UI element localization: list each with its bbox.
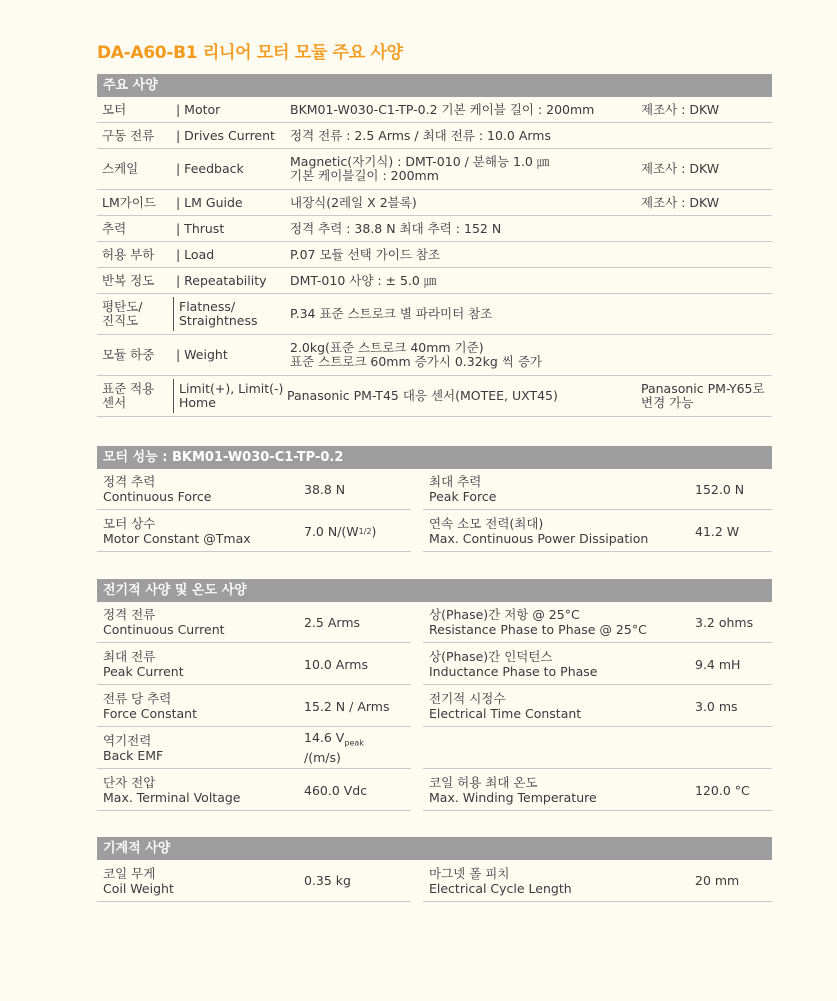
spec-note: 제조사 : DKW bbox=[641, 161, 720, 176]
perf-label bbox=[103, 469, 211, 509]
elec-value: 2.5 Arms bbox=[304, 614, 361, 630]
perf-cell-motor-constant bbox=[97, 511, 411, 552]
perf-label bbox=[429, 511, 648, 551]
spec-ko bbox=[102, 376, 172, 416]
spec-note bbox=[641, 216, 772, 241]
elec-cell-empty bbox=[423, 728, 772, 769]
elec-label-ko: 전기적 시정수 bbox=[429, 691, 506, 706]
spec-value-line2: 기본 케이블길이 : 200mm bbox=[290, 168, 439, 183]
perf-cell-peak-force bbox=[423, 469, 772, 510]
spec-value: 내장식(2레일 X 2블록) bbox=[290, 194, 417, 210]
elec-value bbox=[304, 728, 364, 768]
spec-value: DMT-010 사양 : ± 5.0 ㎛ bbox=[290, 272, 437, 288]
spec-value bbox=[290, 335, 635, 375]
elec-label-en: Resistance Phase to Phase @ 25°C bbox=[429, 622, 647, 637]
spec-row-drives-current bbox=[97, 123, 772, 149]
spec-en-line1: Limit(+), Limit(-) bbox=[179, 381, 284, 396]
main-spec-header: 주요 사양 bbox=[97, 74, 772, 97]
elec-cell-force-constant bbox=[97, 686, 411, 727]
spec-en: | Motor bbox=[176, 101, 221, 117]
elec-label bbox=[103, 686, 197, 726]
elec-label bbox=[429, 686, 581, 726]
spec-en: | Thrust bbox=[176, 220, 225, 236]
mech-label-ko: 마그넷 폴 피치 bbox=[429, 865, 510, 881]
elec-label bbox=[103, 770, 240, 810]
spec-ko: 허용 부하 bbox=[102, 246, 155, 262]
elec-label-en: Peak Current bbox=[103, 664, 184, 679]
spec-note bbox=[641, 268, 772, 293]
spec-en-line1: Flatness/ bbox=[179, 299, 236, 314]
elec-label-en: Back EMF bbox=[103, 748, 164, 763]
elec-label-ko: 역기전력 bbox=[103, 733, 152, 748]
elec-cell-peak-current bbox=[97, 644, 411, 685]
spec-value: BKM01-W030-C1-TP-0.2 기본 케이블 길이 : 200mm bbox=[290, 101, 595, 117]
perf-value bbox=[304, 511, 376, 551]
spec-ko-line1: 표준 적용 bbox=[102, 381, 155, 396]
elec-value-line2: /(m/s) bbox=[304, 749, 341, 765]
elec-cell-continuous-current bbox=[97, 602, 411, 643]
perf-label-en: Continuous Force bbox=[103, 489, 212, 504]
elec-value: 460.0 Vdc bbox=[304, 782, 368, 798]
elec-label-ko: 상(Phase)간 인덕턴스 bbox=[429, 649, 553, 664]
mech-cell-cycle-length bbox=[423, 860, 772, 902]
emf-value: 14.6 V bbox=[304, 730, 345, 746]
spec-value bbox=[290, 149, 635, 189]
spec-value: 정격 추력 : 38.8 N 최대 추력 : 152 N bbox=[290, 220, 502, 236]
spec-ko: 반복 정도 bbox=[102, 272, 155, 288]
spec-ko bbox=[102, 294, 172, 334]
spec-note bbox=[641, 335, 772, 375]
spec-en: | Repeatability bbox=[176, 272, 267, 288]
perf-cell-continuous-force bbox=[97, 469, 411, 510]
perf-label-ko: 모터 상수 bbox=[103, 516, 156, 531]
elec-cell-inductance bbox=[423, 644, 772, 685]
elec-cell-terminal-voltage bbox=[97, 770, 411, 811]
mechanical-header: 기계적 사양 bbox=[97, 837, 772, 860]
perf-label-ko: 연속 소모 전력(최대) bbox=[429, 516, 544, 531]
elec-label-ko: 단자 전압 bbox=[103, 775, 156, 790]
elec-value-line1 bbox=[304, 731, 364, 751]
spec-note: 제조사 : DKW bbox=[641, 101, 720, 117]
perf-value-sup: 1/2 bbox=[358, 526, 372, 536]
mech-label-en: Coil Weight bbox=[103, 880, 174, 896]
spec-en: | Feedback bbox=[176, 161, 244, 176]
spec-row-feedback bbox=[97, 149, 772, 190]
spec-en: | LM Guide bbox=[176, 194, 243, 210]
spec-value: P.07 모듈 선택 가이드 참조 bbox=[290, 246, 441, 262]
spec-row-motor bbox=[97, 97, 772, 123]
elec-label-ko: 상(Phase)간 저항 @ 25°C bbox=[429, 607, 580, 622]
spec-row-load bbox=[97, 242, 772, 268]
elec-label-en: Inductance Phase to Phase bbox=[429, 664, 598, 679]
perf-value: 38.8 N bbox=[304, 481, 346, 497]
spec-ko: 추력 bbox=[102, 220, 127, 236]
elec-label-ko: 최대 전류 bbox=[103, 649, 156, 664]
spec-value-line1: 2.0kg(표준 스트로크 40mm 기준) bbox=[290, 340, 484, 355]
perf-value: 152.0 N bbox=[695, 481, 745, 497]
elec-label bbox=[429, 602, 647, 642]
spec-note bbox=[641, 242, 772, 267]
spec-value-line1: Magnetic(자기식) : DMT-010 / 분해능 1.0 ㎛ bbox=[290, 154, 550, 169]
spec-en bbox=[173, 297, 289, 331]
elec-value: 120.0 °C bbox=[695, 782, 750, 798]
spec-ko-line2: 센서 bbox=[102, 395, 127, 410]
spec-note bbox=[641, 123, 772, 148]
elec-label bbox=[429, 770, 597, 810]
elec-label-ko: 정격 전류 bbox=[103, 607, 156, 622]
perf-label-ko: 정격 추력 bbox=[103, 474, 156, 489]
spec-note-line1: Panasonic PM-Y65로 bbox=[641, 381, 765, 396]
emf-sub: peak bbox=[344, 738, 364, 748]
elec-label-en: Max. Winding Temperature bbox=[429, 790, 597, 805]
motor-perf-header: 모터 성능 : BKM01-W030-C1-TP-0.2 bbox=[97, 446, 772, 469]
perf-value-main: 7.0 N/(W bbox=[304, 523, 359, 539]
perf-label-en: Motor Constant @Tmax bbox=[103, 531, 251, 546]
elec-label-ko: 코일 허용 최대 온도 bbox=[429, 775, 538, 790]
elec-value: 3.2 ohms bbox=[695, 614, 754, 630]
spec-row-repeatability bbox=[97, 268, 772, 294]
spec-value-line2: 표준 스트로크 60mm 증가시 0.32kg 씩 증가 bbox=[290, 354, 543, 369]
mech-label-en: Electrical Cycle Length bbox=[429, 880, 572, 896]
spec-row-flatness bbox=[97, 294, 772, 335]
elec-value: 15.2 N / Arms bbox=[304, 698, 390, 714]
spec-value: Panasonic PM-T45 대응 센서(MOTEE, UXT45) bbox=[287, 388, 558, 403]
spec-note: 제조사 : DKW bbox=[641, 194, 720, 210]
spec-ko-line1: 평탄도/ bbox=[102, 299, 143, 314]
mech-label-ko: 코일 무게 bbox=[103, 865, 156, 881]
mech-cell-coil-weight bbox=[97, 860, 411, 902]
elec-label bbox=[429, 644, 598, 684]
elec-label-en: Electrical Time Constant bbox=[429, 706, 582, 721]
elec-label-en: Continuous Current bbox=[103, 622, 225, 637]
spec-note bbox=[641, 376, 772, 416]
spec-row-sensor bbox=[97, 376, 772, 417]
elec-value: 10.0 Arms bbox=[304, 656, 368, 672]
spec-ko: 구동 전류 bbox=[102, 127, 155, 143]
spec-ko-line2: 진직도 bbox=[102, 313, 139, 328]
mech-value: 20 mm bbox=[695, 873, 740, 888]
spec-row-weight bbox=[97, 335, 772, 376]
perf-label bbox=[103, 511, 251, 551]
elec-cell-winding-temperature bbox=[423, 770, 772, 811]
spec-ko: LM가이드 bbox=[102, 194, 156, 210]
spec-ko: 모듈 하중 bbox=[102, 347, 155, 362]
page-title: DA-A60-B1 리니어 모터 모듈 주요 사양 bbox=[97, 43, 403, 63]
perf-value-tail: ) bbox=[371, 523, 377, 539]
perf-label-ko: 최대 추력 bbox=[429, 474, 482, 489]
elec-label bbox=[103, 644, 184, 684]
spec-value: P.34 표준 스트로크 별 파라미터 참조 bbox=[290, 306, 493, 321]
spec-ko: 모터 bbox=[102, 101, 127, 117]
perf-label-en: Max. Continuous Power Dissipation bbox=[429, 531, 649, 546]
perf-cell-power-dissipation bbox=[423, 511, 772, 552]
elec-label-en: Force Constant bbox=[103, 706, 197, 721]
elec-value: 9.4 mH bbox=[695, 656, 741, 672]
spec-row-lm-guide bbox=[97, 190, 772, 216]
mech-value: 0.35 kg bbox=[304, 873, 351, 888]
spec-en-line2: Straightness bbox=[179, 313, 258, 328]
spec-en-line2: Home bbox=[179, 395, 216, 410]
elec-cell-resistance bbox=[423, 602, 772, 643]
spec-value: 정격 전류 : 2.5 Arms / 최대 전류 : 10.0 Arms bbox=[290, 127, 551, 143]
elec-value: 3.0 ms bbox=[695, 698, 738, 714]
elec-label bbox=[103, 602, 225, 642]
elec-label-ko: 전류 당 추력 bbox=[103, 691, 172, 706]
perf-value: 41.2 W bbox=[695, 523, 740, 539]
mech-label bbox=[429, 860, 572, 901]
spec-note-line2: 변경 가능 bbox=[641, 395, 694, 410]
elec-label bbox=[103, 728, 163, 768]
spec-en: | Load bbox=[176, 246, 215, 262]
spec-en bbox=[173, 379, 283, 413]
elec-cell-back-emf bbox=[97, 728, 411, 769]
spec-ko: 스케일 bbox=[102, 161, 139, 176]
mech-label bbox=[103, 860, 174, 901]
electrical-header: 전기적 사양 및 온도 사양 bbox=[97, 579, 772, 602]
spec-en: | Weight bbox=[176, 347, 228, 362]
perf-label-en: Peak Force bbox=[429, 489, 497, 504]
elec-label-en: Max. Terminal Voltage bbox=[103, 790, 241, 805]
elec-cell-time-constant bbox=[423, 686, 772, 727]
perf-label bbox=[429, 469, 496, 509]
spec-note bbox=[641, 294, 772, 334]
spec-en: | Drives Current bbox=[176, 127, 275, 143]
spec-row-thrust bbox=[97, 216, 772, 242]
